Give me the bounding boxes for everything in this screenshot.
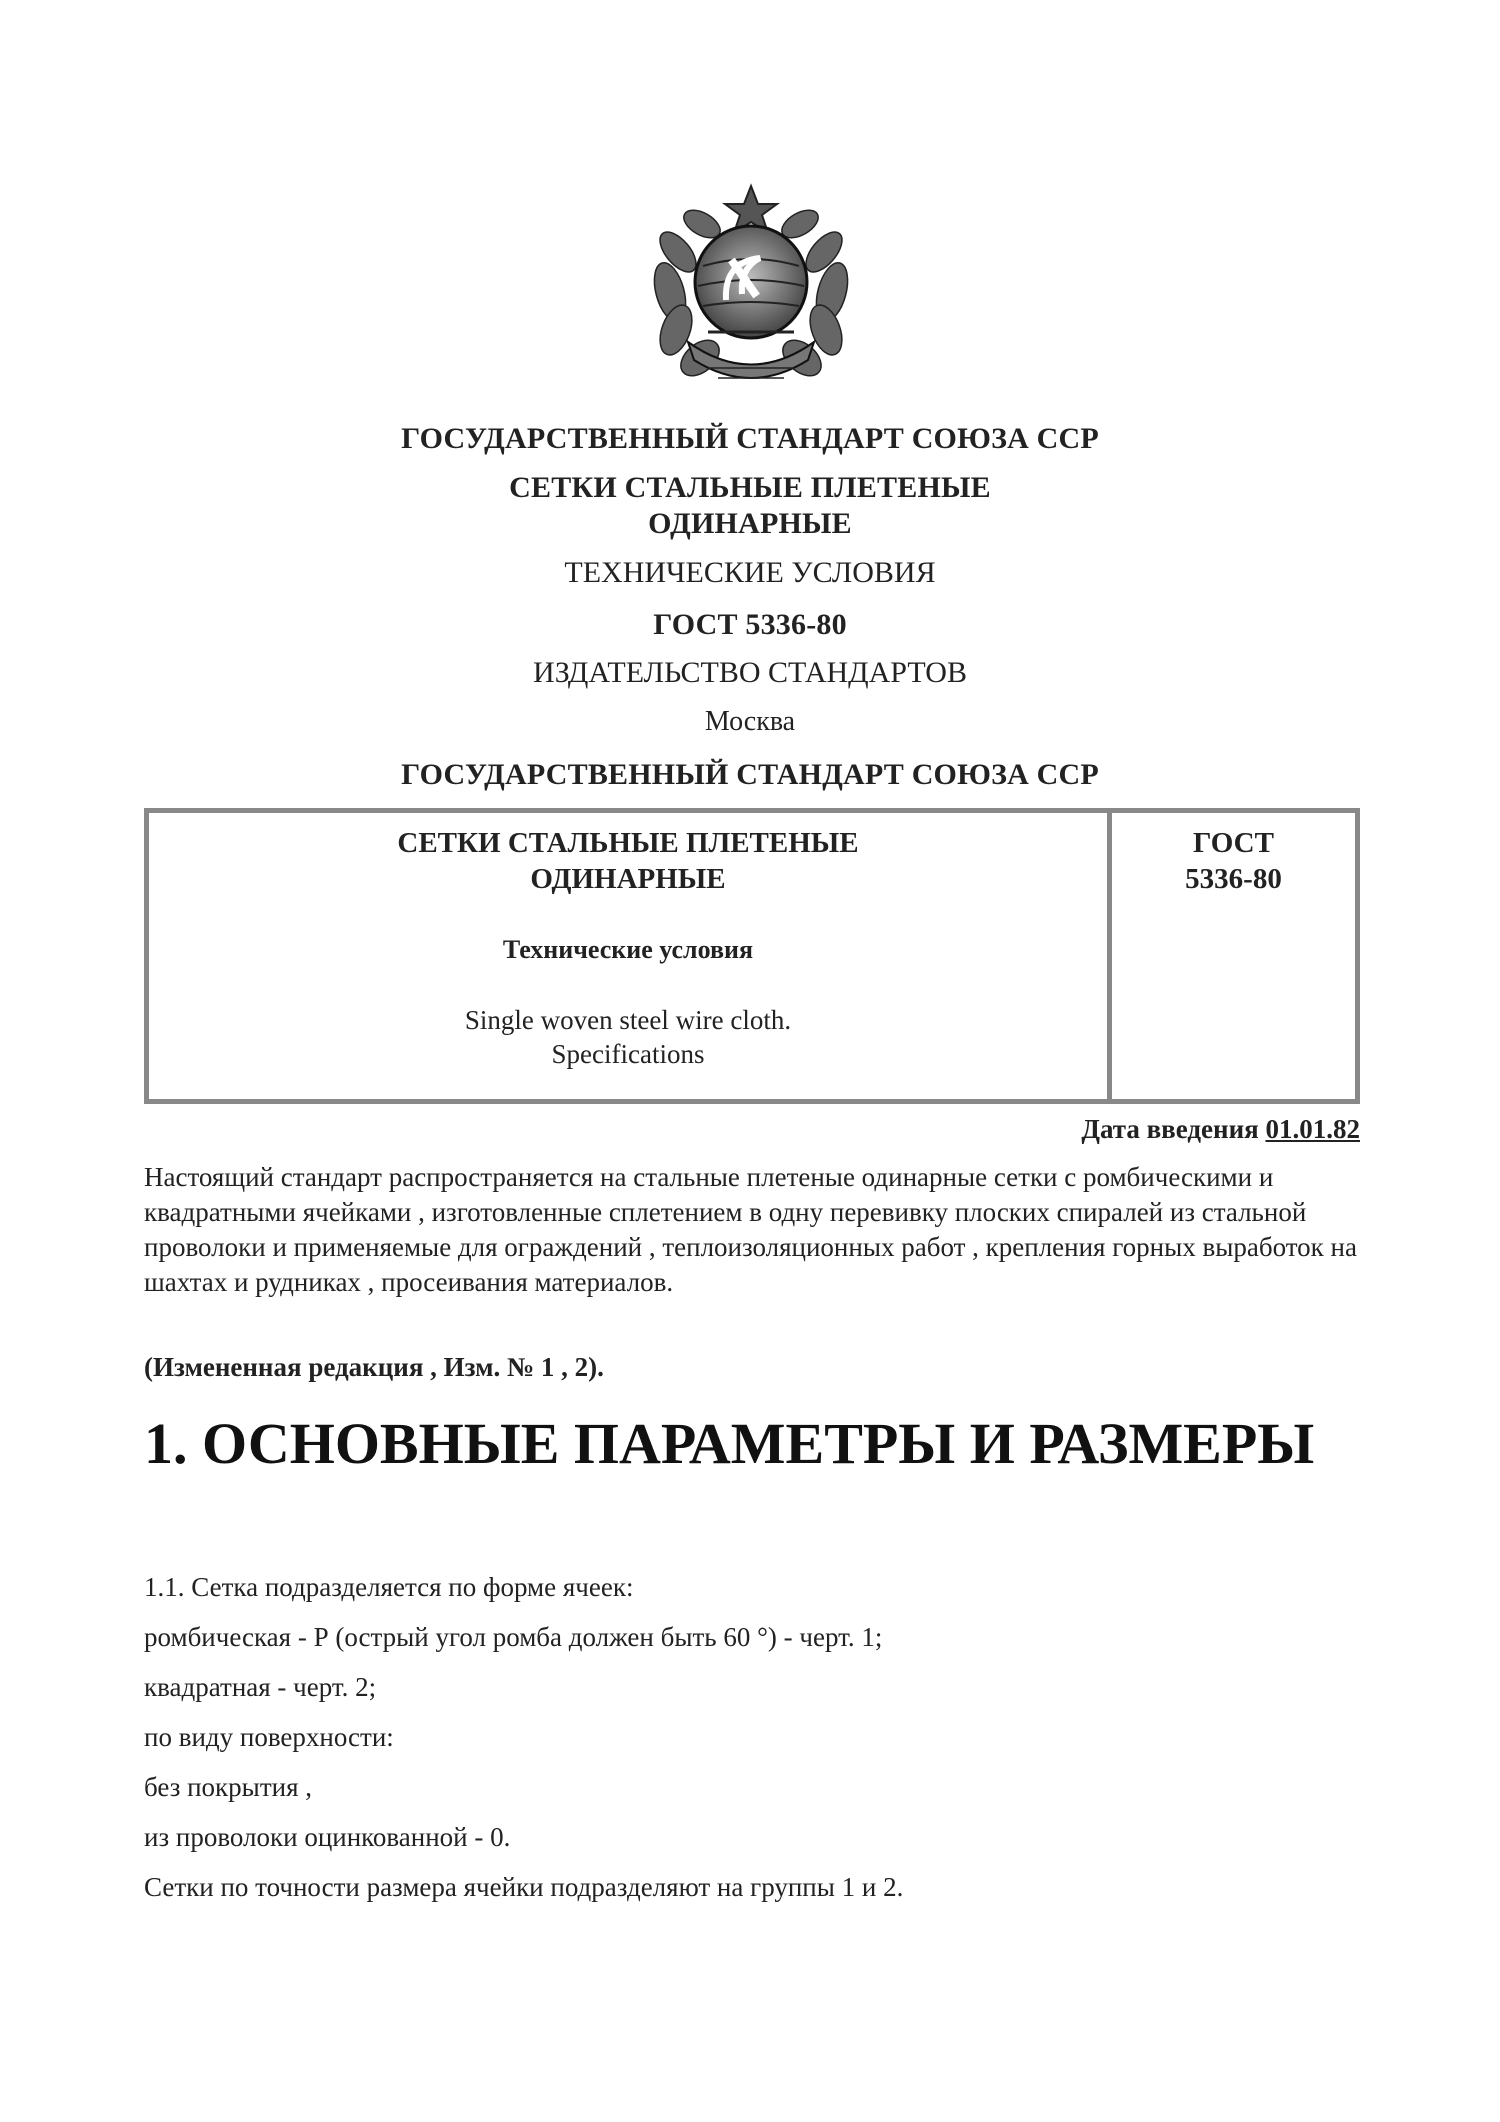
title-box-english	[149, 1003, 1107, 1071]
title-box-line-1: СЕТКИ СТАЛЬНЫЕ ПЛЕТЕНЫЕ	[397, 827, 859, 859]
document-title	[0, 470, 1500, 542]
title-line-1: СЕТКИ СТАЛЬНЫЕ ПЛЕТЕНЫЕ	[509, 471, 991, 504]
gost-cell-line-1: ГОСТ	[1193, 827, 1274, 859]
title-box-line-2: ОДИНАРНЫЕ	[530, 863, 726, 895]
title-box-subtitle: Технические условия	[502, 935, 754, 964]
english-line-1: Single woven steel wire cloth.	[464, 1005, 792, 1035]
amendment-note: (Измененная редакция , Изм. № 1 , 2).	[144, 1352, 604, 1382]
section-heading: 1. ОСНОВНЫЕ ПАРАМЕТРЫ И РАЗМЕРЫ	[144, 1411, 1315, 1476]
title-box	[144, 808, 1360, 1104]
paragraph: без покрытия ,	[144, 1772, 312, 1802]
paragraph: Сетки по точности размера ячейки подразделяют на группы 1 и 2.	[144, 1872, 904, 1902]
title-line-2: ОДИНАРНЫЕ	[648, 507, 852, 540]
paragraph: квадратная - черт. 2;	[144, 1672, 377, 1702]
title-box-title	[149, 825, 1107, 897]
document-subtitle: ТЕХНИЧЕСКИЕ УСЛОВИЯ	[564, 556, 936, 589]
publisher: ИЗДАТЕЛЬСТВО СТАНДАРТОВ	[533, 656, 967, 689]
english-line-2: Specifications	[551, 1039, 705, 1069]
state-emblem	[648, 182, 854, 392]
paragraph: ромбическая - Р (острый угол ромба должен быть 60 °) - черт. 1;	[144, 1622, 883, 1652]
paragraph: 1.1. Сетка подразделяется по форме ячеек:	[144, 1572, 634, 1602]
gost-number: ГОСТ 5336-80	[653, 608, 847, 641]
city: Москва	[704, 706, 796, 737]
gost-cell-line-2: 5336-80	[1185, 863, 1282, 895]
introduction-date	[1081, 1114, 1360, 1145]
introduction-date-label: Дата введения	[1081, 1114, 1259, 1144]
intro-paragraph: Настоящий стандарт распространяется на стальные плетеные одинарные сетки с ромбическими и квадратными ячейками , изготовленные сплетением в одну перевивку плоских спиралей из стальной проволоки и применяемые для ограждений , теплоизоляционных работ , крепления горных выработок на шахтах и рудниках , просеивания материалов.	[144, 1162, 1357, 1297]
gost-cell	[1112, 825, 1355, 897]
standard-line: ГОСУДАРСТВЕННЫЙ СТАНДАРТ СОЮЗА ССР	[401, 422, 1099, 455]
title-box-gost	[1112, 813, 1355, 1099]
paragraph: по виду поверхности:	[144, 1722, 394, 1752]
standard-line-2: ГОСУДАРСТВЕННЫЙ СТАНДАРТ СОЮЗА ССР	[401, 758, 1099, 791]
paragraph: из проволоки оцинкованной - 0.	[144, 1822, 511, 1852]
introduction-date-value: 01.01.82	[1265, 1114, 1360, 1144]
title-box-main	[149, 813, 1112, 1099]
